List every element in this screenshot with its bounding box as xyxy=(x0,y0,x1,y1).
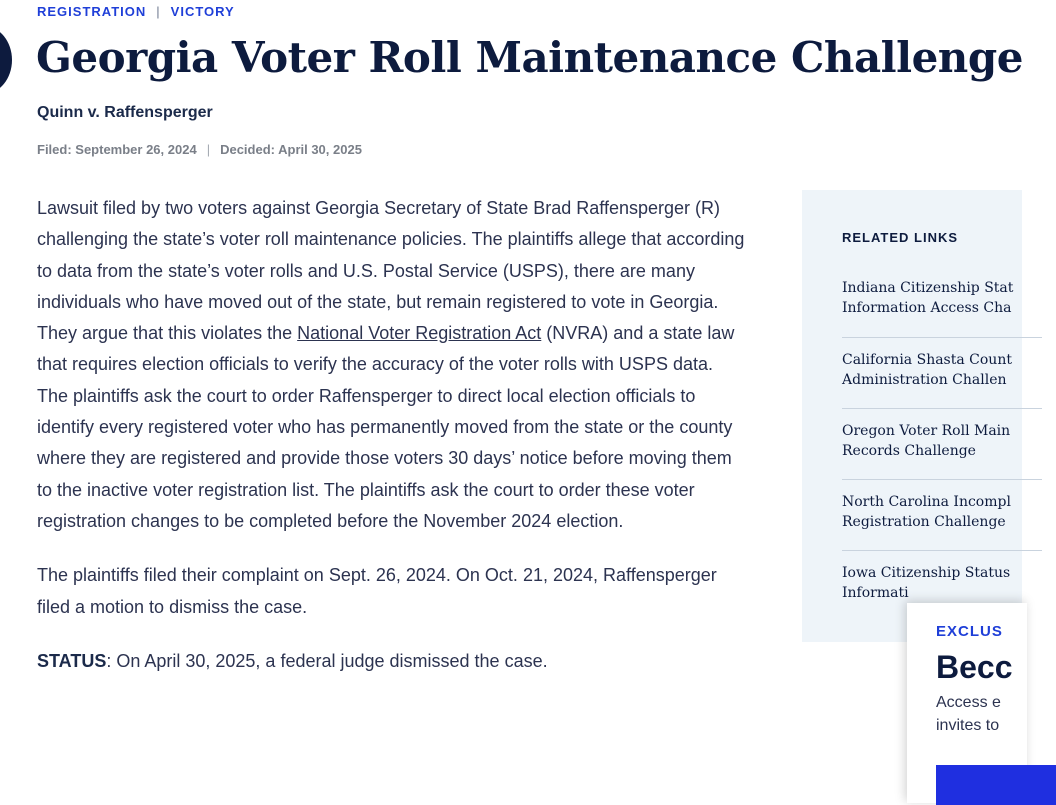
case-description xyxy=(37,193,747,677)
related-link-california[interactable] xyxy=(842,350,1042,390)
status-label: STATUS xyxy=(37,650,107,671)
related-link-line: Administration Challen xyxy=(842,372,1007,388)
paragraph-summary xyxy=(37,193,747,537)
related-link-north-carolina[interactable] xyxy=(842,492,1042,532)
paragraph-procedural: The plaintiffs filed their complaint on Sept. 26, 2024. On Oct. 21, 2024, Raffensperger filed a motion to dismiss the case. xyxy=(37,565,717,617)
related-link-line: Information Access Cha xyxy=(842,300,1012,316)
related-links-list xyxy=(842,266,1042,621)
related-link-item xyxy=(842,266,1042,337)
related-link-item xyxy=(842,408,1042,479)
related-links-heading: RELATED LINKS xyxy=(842,230,959,245)
popup-desc-line: Access e xyxy=(936,694,1001,711)
related-link-line: North Carolina Incompl xyxy=(842,494,1011,510)
related-link-oregon[interactable] xyxy=(842,421,1042,461)
related-link-iowa[interactable] xyxy=(842,563,1042,603)
tag-separator: | xyxy=(156,4,161,19)
related-link-line: Registration Challenge xyxy=(842,514,1006,530)
case-name: Quinn v. Raffensperger xyxy=(37,104,213,121)
tag-victory[interactable]: VICTORY xyxy=(170,4,235,19)
related-link-line: Indiana Citizenship Stat xyxy=(842,280,1014,296)
popup-headline: Becc xyxy=(936,649,1013,685)
tag-registration[interactable]: REGISTRATION xyxy=(37,4,147,19)
exclusive-popup xyxy=(907,603,1027,803)
case-dates xyxy=(37,142,362,157)
related-link-indiana[interactable] xyxy=(842,278,1042,318)
summary-text-start: Lawsuit filed by two voters against Georgia Secretary of State Brad Raffensperger (R) challenging the state’s voter roll maintenance policies. The plaintiffs allege that according to data from the state’s voter rolls and U.S. Postal Service (USPS), there are many individuals who have moved out of the state, but remain registered to vote in Georgia. They argue that this violates the xyxy=(37,198,745,344)
popup-description xyxy=(936,691,1001,737)
related-link-line: Oregon Voter Roll Main xyxy=(842,423,1011,439)
nvra-link[interactable]: National Voter Registration Act xyxy=(297,323,542,344)
related-link-line: Iowa Citizenship Status xyxy=(842,565,1011,581)
filed-date: Filed: September 26, 2024 xyxy=(37,142,197,157)
summary-text-end: (NVRA) and a state law that requires election officials to verify the accuracy of the voter rolls with USPS data. The plaintiffs ask the court to order Raffensperger to direct local election officials to identify every registered voter who has permanently moved from the state or the county where they are registered and provide those voters 30 days’ notice before moving them to the inactive voter registration list. The plaintiffs ask the court to order these voter registration changes to be completed before the November 2024 election. xyxy=(37,323,735,531)
popup-cta-button[interactable] xyxy=(936,765,1056,805)
related-links-sidebar xyxy=(802,190,1022,642)
related-link-line: California Shasta Count xyxy=(842,352,1012,368)
related-link-line: Records Challenge xyxy=(842,443,976,459)
related-link-line: Informati xyxy=(842,585,909,601)
date-separator: | xyxy=(206,142,211,157)
category-tags xyxy=(37,4,235,19)
related-link-item xyxy=(842,337,1042,408)
page-title: Georgia Voter Roll Maintenance Challenge xyxy=(36,33,1023,82)
logo-circle-icon xyxy=(0,26,12,94)
related-link-item xyxy=(842,479,1042,550)
popup-eyebrow: EXCLUS xyxy=(936,623,1003,640)
status-text: : On April 30, 2025, a federal judge dismissed the case. xyxy=(106,650,548,671)
decided-date: Decided: April 30, 2025 xyxy=(220,142,362,157)
popup-desc-line: invites to xyxy=(936,717,1000,734)
paragraph-status xyxy=(37,646,747,677)
